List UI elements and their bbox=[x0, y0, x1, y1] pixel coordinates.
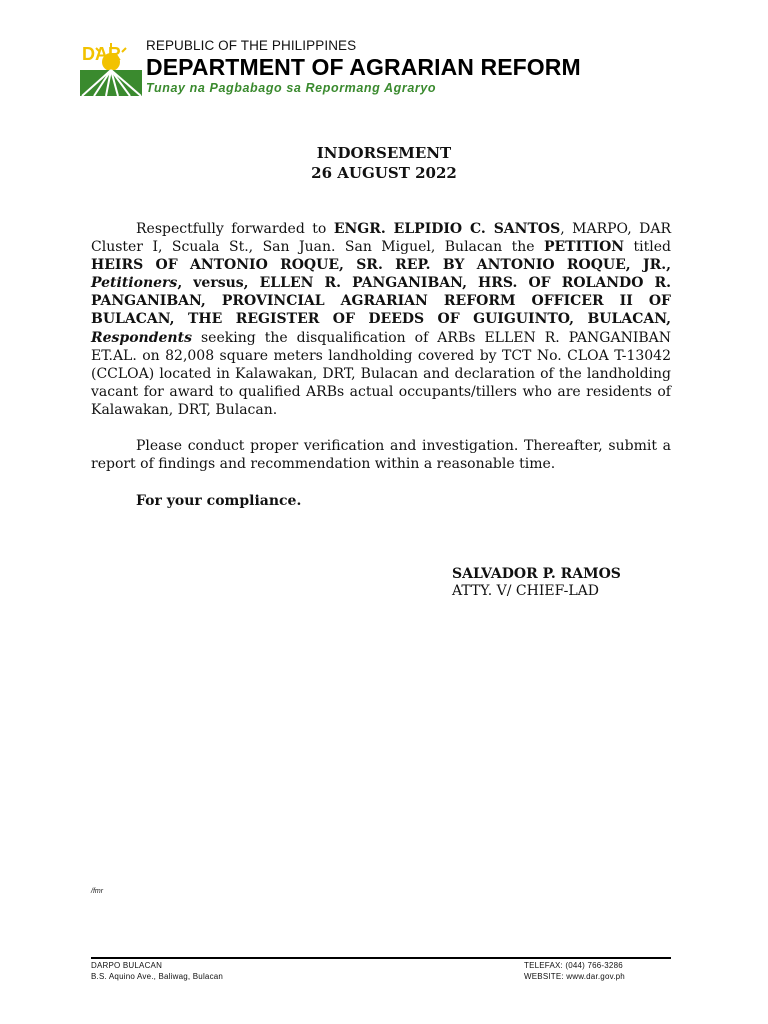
dar-logo-icon bbox=[80, 40, 142, 96]
department-name: DEPARTMENT OF AGRARIAN REFORM bbox=[146, 54, 581, 80]
document-date: 26 AUGUST 2022 bbox=[311, 164, 457, 182]
typist-initials: /fmr bbox=[91, 888, 104, 895]
footer-divider bbox=[91, 957, 671, 959]
svg-text:DAR: DAR bbox=[82, 44, 121, 64]
footer-telefax: TELEFAX: (044) 766-3286 bbox=[524, 961, 623, 970]
footer-address: B.S. Aquino Ave., Baliwag, Bulacan bbox=[91, 972, 224, 981]
footer-office: DARPO BULACAN bbox=[91, 961, 163, 970]
footer-website: WEBSITE: www.dar.gov.ph bbox=[524, 972, 625, 981]
tagline: Tunay na Pagbabago sa Repormang Agraryo bbox=[146, 81, 437, 95]
footer-left bbox=[91, 960, 223, 982]
signatory-name: SALVADOR P. RAMOS bbox=[452, 566, 621, 582]
letterhead bbox=[80, 38, 680, 98]
paragraph-instruction: Please conduct proper verification and investigation. Thereafter, submit a report of findings and recommendation within a reasonable time. bbox=[91, 438, 671, 473]
footer-right bbox=[524, 960, 625, 982]
letterhead-text bbox=[146, 38, 581, 96]
paragraph-compliance: For your compliance. bbox=[136, 493, 302, 509]
signatory-title: ATTY. V/ CHIEF-LAD bbox=[452, 583, 600, 599]
paragraph-forwarding: Respectfully forwarded to ENGR. ELPIDIO C. SANTOS, MARPO, DAR Cluster I, Scuala St., San Juan. San Miguel, Bulacan the PETITION titled HEIRS OF ANTONIO ROQUE, SR. REP. BY ANTONIO ROQUE, JR., Petitioners, versus, ELLEN R. PANGANIBAN, HRS. OF ROLANDO R. PANGANIBAN, PROVINCIAL AGRARIAN REFORM OFFICER II OF BULACAN, THE REGISTER OF DEEDS OF GUIGUINTO, BULACAN, Respondents seeking the disqualification of ARBs ELLEN R. PANGANIBAN ET.AL. on 82,008 square meters landholding covered by TCT No. CLOA T-13042 (CCLOA) located in Kalawakan, DRT, Bulacan and declaration of the landholding vacant for award to qualified ARBs actual occupants/tillers who are residents of Kalawakan, DRT, Bulacan. bbox=[91, 221, 672, 418]
republic-label: REPUBLIC OF THE PHILIPPINES bbox=[146, 38, 357, 53]
document-title: INDORSEMENT bbox=[316, 144, 452, 162]
